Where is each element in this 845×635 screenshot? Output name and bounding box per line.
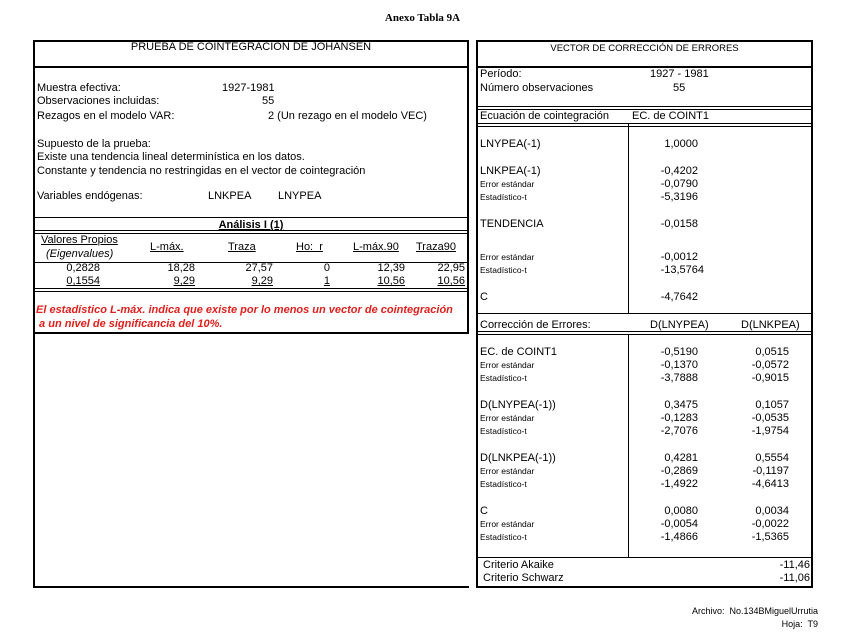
coint-value: -0,0158 xyxy=(660,218,698,230)
coint-value: -0,0012 xyxy=(660,251,698,263)
note-line: a un nivel de significancia del 10%. xyxy=(36,318,223,330)
muestra-value: 1927-1981 xyxy=(222,82,275,94)
coint-value: -0,4202 xyxy=(660,165,698,177)
rezagos-value: 2 (Un rezago en el modelo VEC) xyxy=(268,110,427,122)
correccion-value: -0,1197 xyxy=(752,465,789,477)
table-cell: 10,56 xyxy=(377,275,405,287)
schwarz-value: -11,06 xyxy=(779,572,810,584)
footer-hoja: Hoja: T9 xyxy=(781,619,818,629)
correccion-row-label: D(LNYPEA(-1)) xyxy=(480,399,556,411)
obs-label: Observaciones incluidas: xyxy=(37,95,160,107)
col-header: Ho: r xyxy=(296,241,323,253)
correccion-value: 0,0080 xyxy=(664,505,698,517)
coint-value: 1,0000 xyxy=(664,138,698,150)
correccion-value: -0,0054 xyxy=(660,518,698,530)
correccion-value: 0,3475 xyxy=(664,399,698,411)
akaike-value: -11,46 xyxy=(779,559,810,571)
nobs-value: 55 xyxy=(673,82,686,94)
divider xyxy=(33,217,467,218)
correccion-col: D(LNYPEA) xyxy=(650,319,709,331)
table-cell: 22,95 xyxy=(437,262,465,274)
col-header: Traza90 xyxy=(416,241,456,253)
variable: LNKPEA xyxy=(208,190,252,202)
ecuacion-col: EC. de COINT1 xyxy=(632,110,710,122)
correccion-row-label: Error estándar xyxy=(480,519,535,529)
table-cell: 0 xyxy=(323,262,330,274)
correccion-row-label: D(LNKPEA(-1)) xyxy=(480,452,556,464)
correccion-value: -1,5365 xyxy=(751,531,789,543)
correccion-value: -0,1370 xyxy=(660,359,698,371)
col-header: Valores Propios xyxy=(41,234,118,246)
table-cell: 9,29 xyxy=(251,275,273,287)
divider xyxy=(476,313,813,314)
coint-value: -0,0790 xyxy=(660,178,698,190)
table-cell: 0,2828 xyxy=(66,262,100,274)
correccion-value: -0,0572 xyxy=(751,359,789,371)
table-cell: 27,57 xyxy=(245,262,273,274)
col-header: L-máx.90 xyxy=(353,241,399,253)
correccion-value: 0,5554 xyxy=(755,452,789,464)
coint-label: Error estándar xyxy=(480,179,535,189)
divider xyxy=(476,66,813,68)
obs-value: 55 xyxy=(262,95,275,107)
johansen-title: PRUEBA DE COINTEGRACION DE JOHANSEN xyxy=(130,41,372,53)
coint-label: Error estándar xyxy=(480,252,535,262)
coint-value: -5,3196 xyxy=(660,191,698,203)
correccion-value: 0,1057 xyxy=(755,399,789,411)
divider xyxy=(33,332,469,334)
correccion-value: -3,7888 xyxy=(660,372,698,384)
divider xyxy=(476,557,813,558)
table-cell: 18,28 xyxy=(167,262,195,274)
coint-value: -4,7642 xyxy=(660,291,698,303)
supuesto-line: Existe una tendencia lineal determinística en los datos. xyxy=(37,151,305,163)
periodo-label: Período: xyxy=(480,68,522,80)
correccion-value: -2,7076 xyxy=(660,425,698,437)
supuesto-line: Supuesto de la prueba: xyxy=(37,138,151,150)
divider xyxy=(476,123,813,127)
table-cell: 9,29 xyxy=(173,275,195,287)
correccion-label: Corrección de Errores: xyxy=(480,319,591,331)
variables-label: Variables endógenas: xyxy=(37,190,143,202)
coint-value: -13,5764 xyxy=(660,264,704,276)
table-cell: 1 xyxy=(323,275,330,287)
muestra-label: Muestra efectiva: xyxy=(37,82,121,94)
correccion-value: -1,4866 xyxy=(660,531,698,543)
correccion-row-label: C xyxy=(480,505,488,517)
rezagos-label: Rezagos en el modelo VAR: xyxy=(37,110,175,122)
col-header: Traza xyxy=(228,241,256,253)
coint-label: LNKPEA(-1) xyxy=(480,165,541,177)
correccion-row-label: Estadístico-t xyxy=(480,373,527,383)
periodo-value: 1927 - 1981 xyxy=(650,68,709,80)
ecuacion-label: Ecuación de cointegración xyxy=(480,110,610,122)
coint-label: Estadístico-t xyxy=(480,192,527,202)
correccion-row-label: Error estándar xyxy=(480,413,535,423)
correccion-row-label: EC. de COINT1 xyxy=(480,346,558,358)
schwarz-label: Criterio Schwarz xyxy=(483,572,564,584)
correccion-value: -0,1283 xyxy=(660,412,698,424)
correccion-row-label: Error estándar xyxy=(480,360,535,370)
correccion-value: -0,0022 xyxy=(751,518,789,530)
analisis-title: Análisis I (1) xyxy=(218,219,284,231)
coint-label: LNYPEA(-1) xyxy=(480,138,541,150)
correccion-value: -0,5190 xyxy=(660,346,698,358)
col-header: L-máx. xyxy=(150,241,184,253)
correccion-col: D(LNKPEA) xyxy=(741,319,800,331)
correccion-value: -0,9015 xyxy=(751,372,789,384)
correccion-value: 0,4281 xyxy=(664,452,698,464)
vec-title: VECTOR DE CORRECCIÓN DE ERRORES xyxy=(550,43,739,54)
correccion-value: -0,2869 xyxy=(660,465,698,477)
correccion-value: -1,4922 xyxy=(660,478,698,490)
divider xyxy=(467,40,469,334)
correccion-row-label: Estadístico-t xyxy=(480,426,527,436)
correccion-value: -0,0535 xyxy=(751,412,789,424)
correccion-row-label: Estadístico-t xyxy=(480,532,527,542)
table-cell: 0,1554 xyxy=(66,275,100,287)
correccion-value: -4,6413 xyxy=(751,478,789,490)
coint-label: C xyxy=(480,291,488,303)
correccion-value: 0,0034 xyxy=(755,505,789,517)
akaike-label: Criterio Akaike xyxy=(483,559,554,571)
note-line: El estadístico L-máx. indica que existe por lo menos un vector de cointegración xyxy=(36,304,453,316)
table-cell: 10,56 xyxy=(437,275,465,287)
correccion-row-label: Estadístico-t xyxy=(480,479,527,489)
nobs-label: Número observaciones xyxy=(480,82,594,94)
divider xyxy=(476,331,813,335)
correccion-row-label: Error estándar xyxy=(480,466,535,476)
divider xyxy=(33,66,469,68)
footer-archivo: Archivo: No.134BMiguelUrrutia xyxy=(691,606,818,616)
document-title: Anexo Tabla 9A xyxy=(384,12,461,24)
col-header: (Eigenvalues) xyxy=(46,248,114,260)
divider xyxy=(33,288,467,292)
correccion-value: 0,0515 xyxy=(755,346,789,358)
coint-label: Estadístico-t xyxy=(480,265,527,275)
variable: LNYPEA xyxy=(278,190,322,202)
supuesto-line: Constante y tendencia no restringidas en el vector de cointegración xyxy=(37,165,366,177)
correccion-value: -1,9754 xyxy=(751,425,789,437)
coint-label: TENDENCIA xyxy=(480,218,544,230)
table-cell: 12,39 xyxy=(377,262,405,274)
